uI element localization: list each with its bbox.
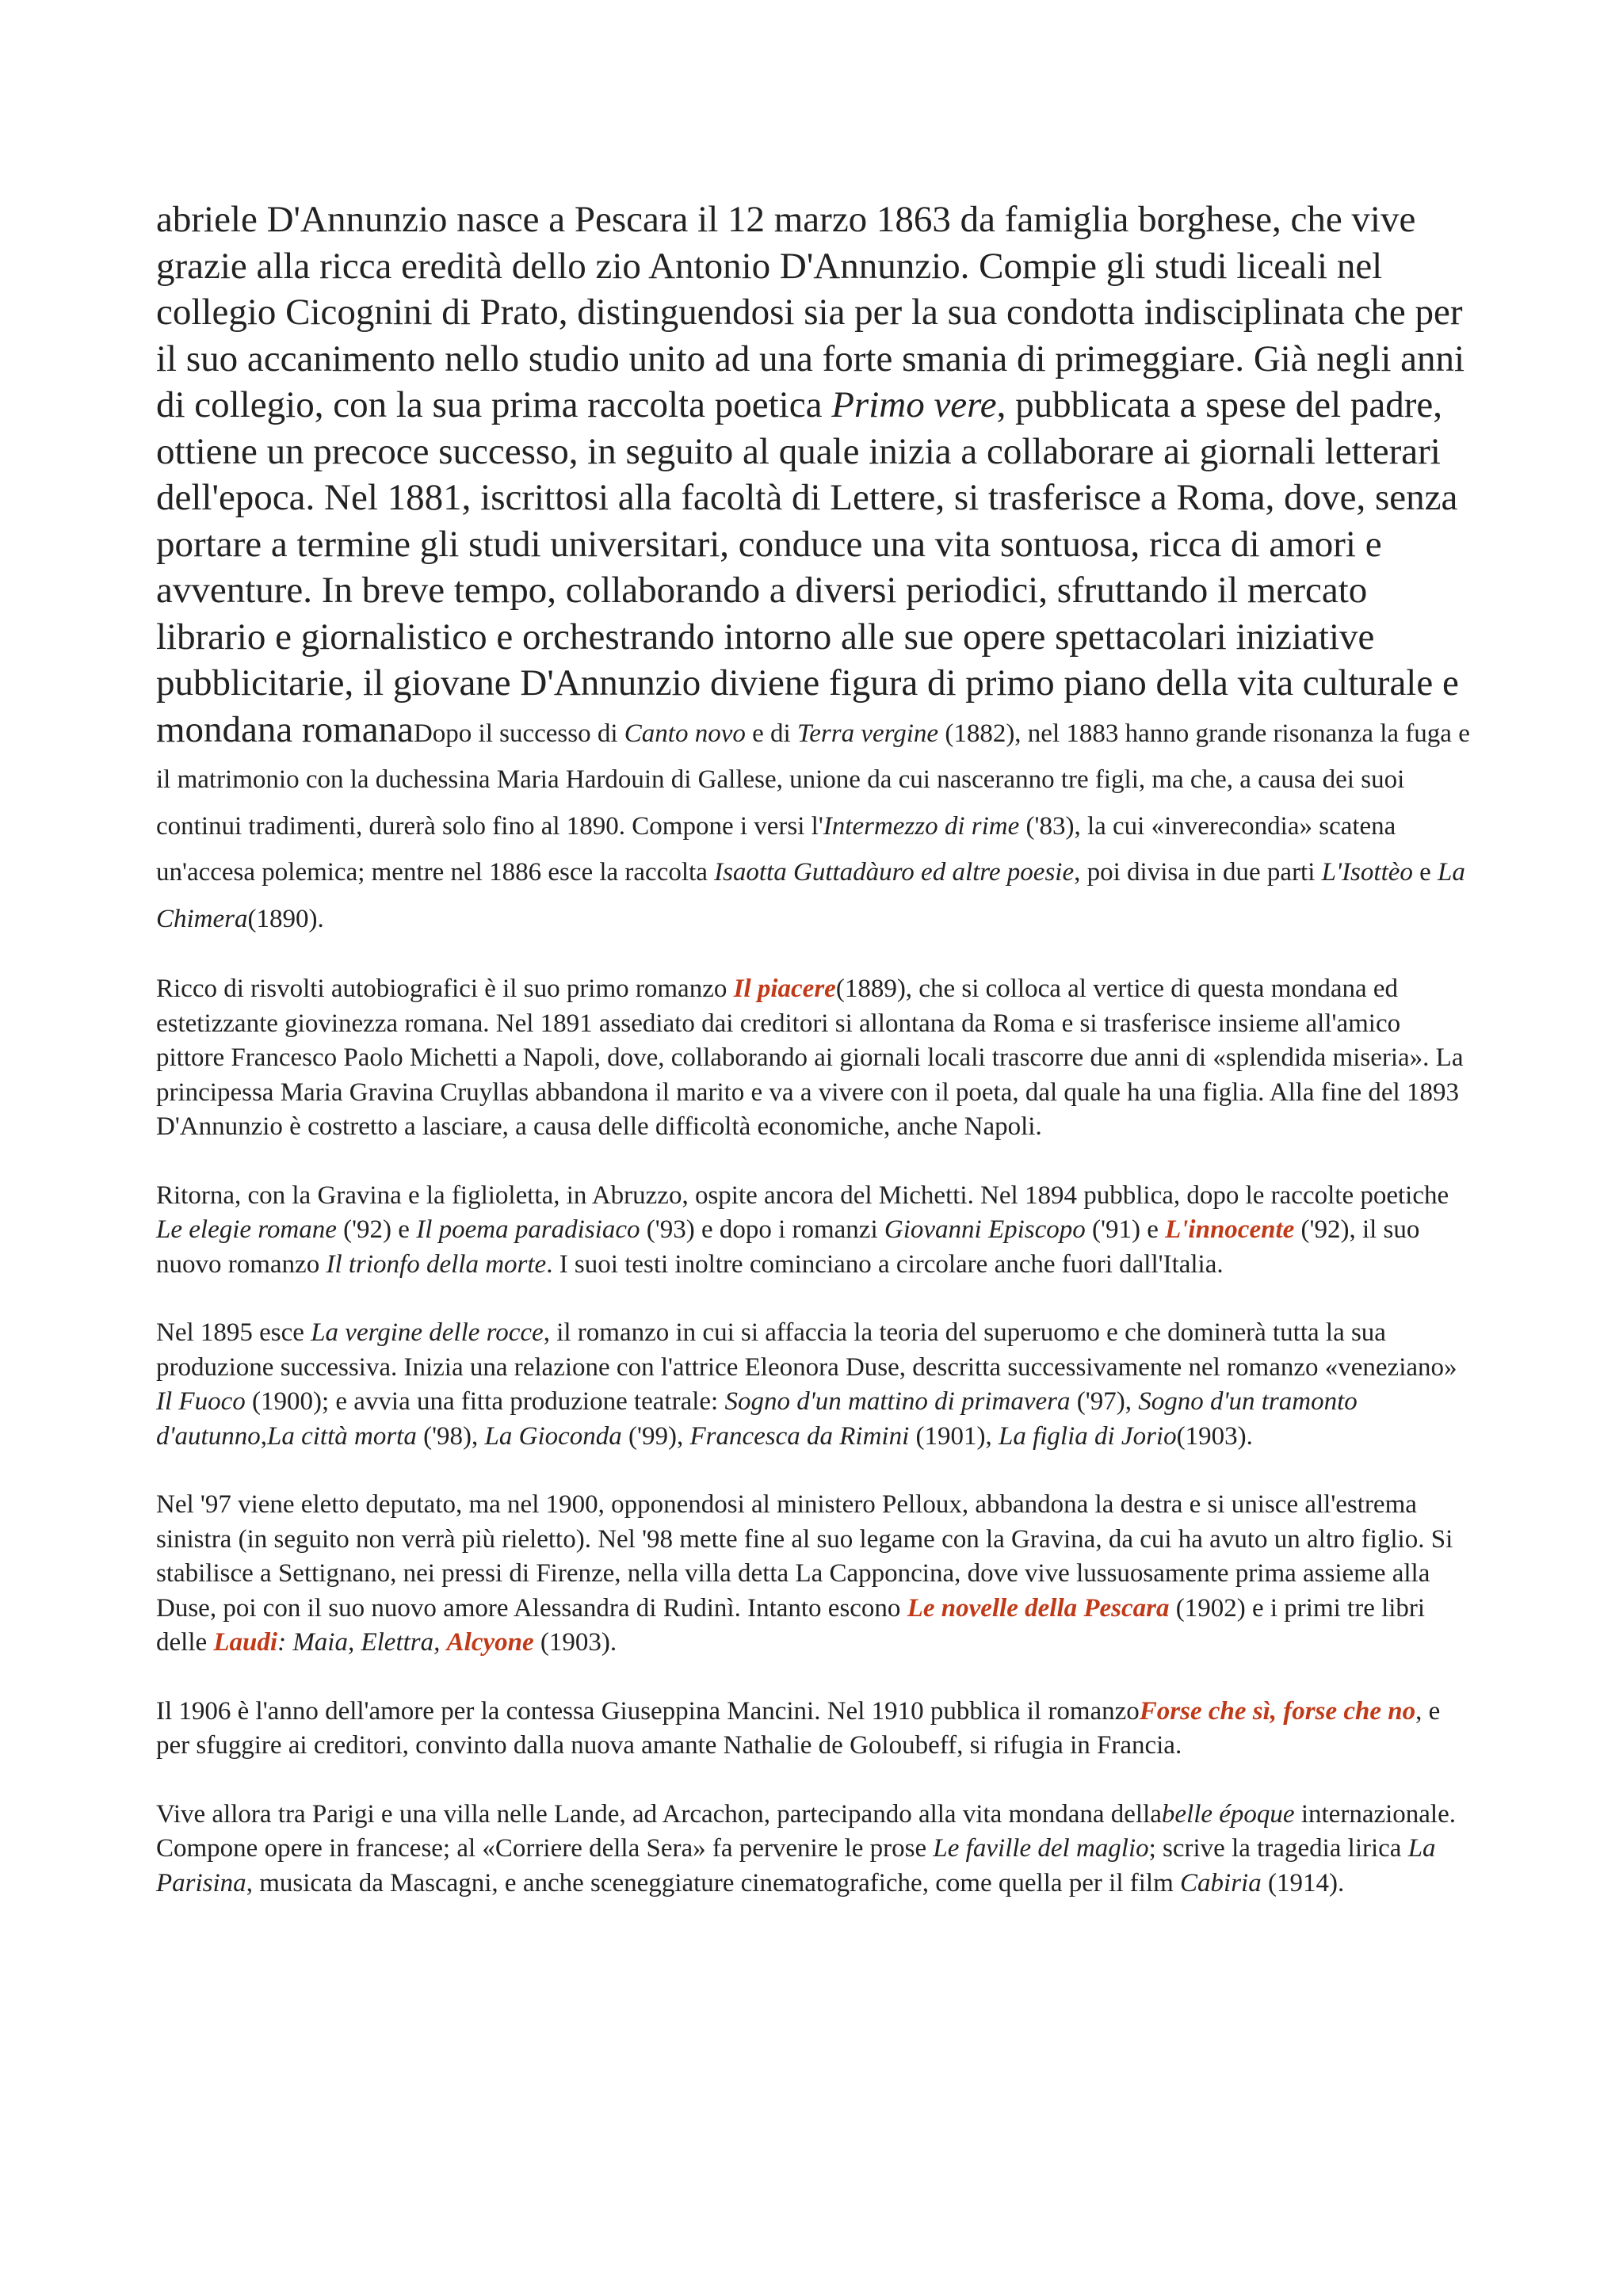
- paragraph-il-piacere: [156, 972, 1472, 1145]
- intro-tail-text-4: ('83), la cui «inverecondia» scatena un'accesa polemica; mentre nel 1886 esce la raccolta: [156, 811, 1396, 887]
- title-canto-novo: Canto novo: [624, 719, 746, 748]
- title-terra-vergine: Terra vergine: [796, 719, 939, 748]
- intro-tail-text-2: e di: [745, 719, 797, 748]
- title-francesca-da-rimini: Francesca da Rimini: [689, 1421, 910, 1451]
- paragraph-gap: [156, 1454, 1472, 1488]
- paragraph-gap: [156, 1145, 1472, 1179]
- paragraph-gap: [156, 1661, 1472, 1695]
- paragraph-francia: [156, 1798, 1472, 1901]
- paragraph-gap: [156, 1764, 1472, 1798]
- p3-text-5: ('92), il suo nuovo romanzo: [156, 1215, 1420, 1279]
- title-il-trionfo-della-morte: Il trionfo della morte: [326, 1249, 547, 1279]
- title-la-vergine-delle-rocce: La vergine delle rocce: [311, 1318, 544, 1347]
- p7-text-4: , musicata da Mascagni, e anche sceneggiature cinematografiche, come quella per il film: [246, 1868, 1181, 1897]
- title-le-elegie-romane: Le elegie romane: [156, 1215, 337, 1244]
- p5-text-2: (1902) e i primi tre libri delle: [156, 1593, 1426, 1657]
- p3-text-6: . I suoi testi inoltre cominciano a circolare anche fuori dall'Italia.: [546, 1249, 1224, 1279]
- p2-text-1: Ricco di risvolti autobiografici è il suo primo romanzo: [156, 974, 734, 1003]
- paragraph-abruzzo: [156, 1179, 1472, 1283]
- link-forse-che-si-forse-che-no[interactable]: Forse che sì, forse che no: [1139, 1696, 1416, 1726]
- title-la-figlia-di-jorio: La figlia di Jorio: [998, 1421, 1177, 1451]
- intro-paragraph: [156, 196, 1472, 938]
- paragraph-deputato: [156, 1488, 1472, 1661]
- intro-text-2: , pubblicata a spese del padre, ottiene un precoce successo, in seguito al quale inizia a collaborare ai giornali letterari dell'epoca. Nel 1881, iscrittosi alla facoltà di Lettere, si trasferisce a Roma, dove, senza portare a termine gli studi universitari, conduce una vita sontuosa, ricca di amori e avventure. In breve tempo, collaborando a diversi periodici, sfruttando il mercato librario e giornalistico e orchestrando intorno alle sue opere spettacolari iniziative pubblicitarie, il giovane D'Annunzio diviene figura di primo piano della vita culturale e mondana romana: [156, 384, 1459, 750]
- p4-text-2: , il romanzo in cui si affaccia la teoria del superuomo e che dominerà tutta la sua produzione successiva. Inizia una relazione con l'attrice Eleonora Duse, descritta successivamente nel romanzo «veneziano»: [156, 1318, 1457, 1382]
- p7-text-5: (1914).: [1261, 1868, 1345, 1897]
- intro-tail-text-5: , poi divisa in due parti: [1074, 858, 1322, 887]
- p4-text-4: ('97),: [1070, 1387, 1139, 1416]
- title-sogno-mattino-primavera: Sogno d'un mattino di primavera: [724, 1387, 1071, 1416]
- p5-text-1: Nel '97 viene eletto deputato, ma nel 1900, opponendosi al ministero Pelloux, abbandona la destra e si unisce all'estrema sinistra (in seguito non verrà più rieletto). Nel '98 mette fine al suo legame con la Gravina, da cui ha avuto un altro figlio. Si stabilisce a Settignano, nei pressi di Firenze, nella villa detta La Capponcina, dove vive lussuosamente prima assieme alla Duse, poi con il suo nuovo amore Alessandra di Rudinì. Intanto escono: [156, 1490, 1453, 1623]
- intro-tail-text-7: (1890).: [247, 904, 324, 933]
- p3-text-1: Ritorna, con la Gravina e la figlioletta, in Abruzzo, ospite ancora del Michetti. Nel 1894 pubblica, dopo le raccolte poetiche: [156, 1180, 1449, 1210]
- title-la-chimera: La Chimera: [156, 858, 1465, 933]
- p3-text-2: ('92) e: [336, 1215, 417, 1244]
- link-alcyone[interactable]: Alcyone: [446, 1628, 534, 1657]
- title-il-fuoco: Il Fuoco: [156, 1387, 246, 1416]
- p4-text-5: ,: [260, 1421, 267, 1451]
- title-la-parisina: La Parisina: [156, 1834, 1436, 1897]
- p4-text-6: ('98),: [416, 1421, 485, 1451]
- p6-text-1: Il 1906 è l'anno dell'amore per la contessa Giuseppina Mancini. Nel 1910 pubblica il romanzo: [156, 1696, 1140, 1726]
- link-laudi[interactable]: Laudi: [213, 1628, 278, 1657]
- title-sogno-tramonto-autunno: Sogno d'un tramonto d'autunno: [156, 1387, 1358, 1451]
- intro-tail: [156, 719, 1470, 933]
- paragraph-gap: [156, 938, 1472, 972]
- link-le-novelle-della-pescara[interactable]: Le novelle della Pescara: [907, 1593, 1170, 1623]
- term-belle-epoque: belle époque: [1161, 1799, 1295, 1829]
- intro-tail-text-3: (1882), nel 1883 hanno grande risonanza la fuga e il matrimonio con la duchessina Maria Hardouin di Gallese, unione da cui nasceranno tre figli, ma che, a causa dei suoi continui tradimenti, durerà solo fino al 1890. Compone i versi l': [156, 719, 1470, 841]
- title-la-citta-morta: La città morta: [266, 1421, 417, 1451]
- p3-text-4: ('91) e: [1085, 1215, 1166, 1244]
- p5-text-3: (1903).: [533, 1628, 617, 1657]
- title-il-poema-paradisiaco: Il poema paradisiaco: [416, 1215, 640, 1244]
- paragraph-superuomo: [156, 1316, 1472, 1454]
- intro-title-primo-vere: Primo vere: [831, 384, 997, 425]
- p7-text-3: ; scrive la tragedia lirica: [1148, 1834, 1408, 1863]
- document-page: [156, 196, 1472, 1901]
- p3-text-3: ('93) e dopo i romanzi: [640, 1215, 884, 1244]
- intro-tail-text-1: Dopo il successo di: [413, 719, 624, 748]
- title-isotteo: L'Isottèo: [1321, 858, 1413, 887]
- p6-text-2: , e per sfuggire ai creditori, convinto dalla nuova amante Nathalie de Goloubeff, si rifugia in Francia.: [156, 1696, 1441, 1760]
- p2-text-2: (1889), che si colloca al vertice di questa mondana ed estetizzante giovinezza romana. Nel 1891 assediato dai creditori si allontana da Roma e si trasferisce insieme all'amico pittore Francesco Paolo Michetti a Napoli, dove, collaborando ai giornali locali trascorre due anni di «splendida miseria». La principessa Maria Gravina Cruyllas abbandona il marito e va a vivere con il poeta, dal quale ha una figlia. Alla fine del 1893 D'Annunzio è costretto a lasciare, a causa delle difficoltà economiche, anche Napoli.: [156, 974, 1464, 1141]
- title-le-faville-del-maglio: Le faville del maglio: [933, 1834, 1149, 1863]
- title-cabiria: Cabiria: [1180, 1868, 1262, 1897]
- intro-tail-text-6: e: [1412, 858, 1438, 887]
- p7-text-2: internazionale. Compone opere in francese; al «Corriere della Sera» fa pervenire le prose: [156, 1799, 1456, 1863]
- paragraph-gap: [156, 1282, 1472, 1316]
- p4-text-8: (1901),: [909, 1421, 999, 1451]
- p4-text-3: (1900); e avvia una fitta produzione teatrale:: [245, 1387, 725, 1416]
- paragraph-mancini: [156, 1695, 1472, 1764]
- intro-text-1: abriele D'Annunzio nasce a Pescara il 12 marzo 1863 da famiglia borghese, che vive grazie alla ricca eredità dello zio Antonio D'Annunzio. Compie gli studi liceali nel collegio Cicognini di Prato, distinguendosi sia per la sua condotta indisciplinata che per il suo accanimento nello studio unito ad una forte smania di primeggiare. Già negli anni di collegio, con la sua prima raccolta poetica: [156, 199, 1465, 425]
- title-la-gioconda: La Gioconda: [484, 1421, 622, 1451]
- link-l-innocente[interactable]: L'innocente: [1165, 1215, 1295, 1244]
- p4-text-1: Nel 1895 esce: [156, 1318, 311, 1347]
- p4-text-9: (1903).: [1176, 1421, 1253, 1451]
- title-isaotta-guttadauro: Isaotta Guttadàuro ed altre poesie: [714, 858, 1075, 887]
- p7-text-1: Vive allora tra Parigi e una villa nelle Lande, ad Arcachon, partecipando alla vita mondana della: [156, 1799, 1162, 1829]
- p4-text-7: ('99),: [621, 1421, 690, 1451]
- title-giovanni-episcopo: Giovanni Episcopo: [884, 1215, 1086, 1244]
- title-maia-elettra: : Maia, Elettra,: [277, 1628, 447, 1657]
- title-intermezzo-di-rime: Intermezzo di rime: [823, 811, 1020, 841]
- link-il-piacere[interactable]: Il piacere: [733, 974, 836, 1003]
